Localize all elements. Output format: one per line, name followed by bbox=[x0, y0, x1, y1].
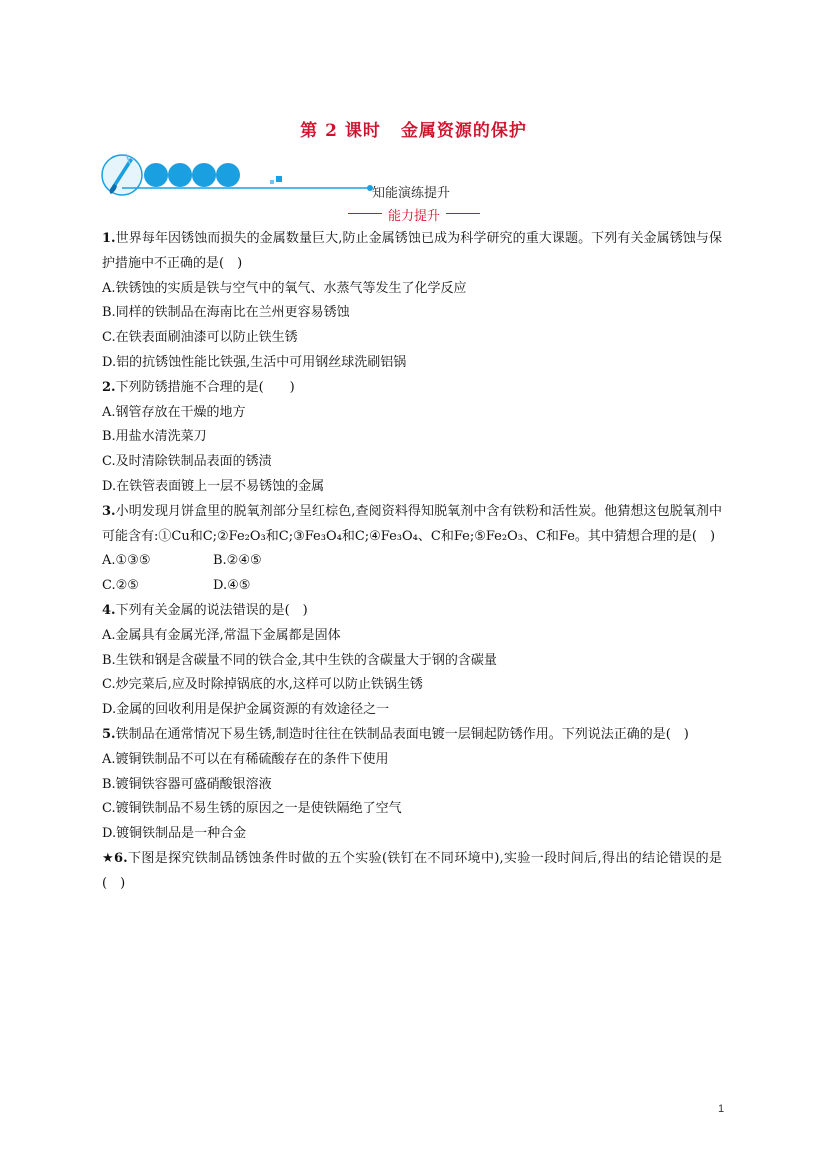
question-2 bbox=[102, 376, 722, 401]
option-b: B.用盐水清洗菜刀 bbox=[102, 429, 207, 445]
options-row-1 bbox=[102, 549, 722, 574]
option-b: B.生铁和钢是含碳量不同的铁合金,其中生铁的含碳量大于钢的含碳量 bbox=[102, 652, 497, 668]
question-stem: 下列防锈措施不合理的是( ) bbox=[115, 379, 295, 395]
subsection-label bbox=[348, 205, 480, 224]
question-6 bbox=[102, 847, 722, 897]
option-d: D.镀铜铁制品是一种合金 bbox=[102, 826, 247, 842]
question-number: 6. bbox=[114, 850, 128, 866]
option-c: C.及时清除铁制品表面的锈渍 bbox=[102, 454, 272, 470]
option-a: A.钢管存放在干燥的地方 bbox=[102, 404, 246, 420]
page-number: 1 bbox=[718, 1103, 725, 1115]
question-stem: 下列有关金属的说法错误的是( ) bbox=[115, 602, 308, 618]
question-number: 5. bbox=[102, 726, 116, 742]
section-label: 知能演练提升 bbox=[372, 186, 451, 201]
option-b: B.镀铜铁容器可盛硝酸银溶液 bbox=[102, 776, 272, 792]
question-stem: 世界每年因锈蚀而损失的金属数量巨大,防止金属锈蚀已成为科学研究的重大课题。下列有关金属锈蚀与保护措施中不正确的是( ) bbox=[102, 231, 722, 271]
option-c: C.②⑤ bbox=[102, 578, 139, 594]
question-number: 4. bbox=[102, 602, 116, 618]
subsection-line-left bbox=[348, 213, 382, 214]
option-d: D.铝的抗锈蚀性能比铁强,生活中可用钢丝球洗刷铝锅 bbox=[102, 354, 407, 370]
section-banner bbox=[100, 150, 480, 210]
question-number: 3. bbox=[102, 503, 116, 519]
question-4 bbox=[102, 599, 722, 624]
question-stem: 铁制品在通常情况下易生锈,制造时往往在铁制品表面电镀一层铜起防锈作用。下列说法正确的是( ) bbox=[115, 726, 689, 742]
option-d: D.④⑤ bbox=[213, 578, 251, 594]
option-b: B.②④⑤ bbox=[213, 553, 262, 569]
option-d: D.在铁管表面镀上一层不易锈蚀的金属 bbox=[102, 478, 325, 494]
lesson-topic: 金属资源的保护 bbox=[400, 121, 527, 141]
subsection-line-right bbox=[446, 213, 480, 214]
subsection-label-text: 能力提升 bbox=[387, 209, 440, 224]
lesson-number: 第 2 课时 bbox=[300, 121, 381, 141]
question-number: 1. bbox=[102, 231, 116, 246]
option-a: A.铁锈蚀的实质是铁与空气中的氧气、水蒸气等发生了化学反应 bbox=[102, 280, 467, 296]
option-a: A.镀铜铁制品不可以在有稀硫酸存在的条件下使用 bbox=[102, 751, 389, 767]
question-stem: 小明发现月饼盒里的脱氧剂部分呈红棕色,查阅资料得知脱氧剂中含有铁粉和活性炭。他猜想这包脱氧剂中可能含有:①Cu和C;②Fe₂O₃和C;③Fe₃O₄和C;④Fe₃O₄、C和Fe;⑤Fe₂O₃、C和Fe。其中猜想合理的是( ) bbox=[102, 503, 722, 544]
question-3 bbox=[102, 500, 722, 550]
question-number: 2. bbox=[102, 379, 116, 395]
question-5 bbox=[102, 723, 722, 748]
star-icon: ★ bbox=[102, 850, 115, 866]
option-c: C.炒完菜后,应及时除掉锅底的水,这样可以防止铁锅生锈 bbox=[102, 677, 423, 693]
option-d: D.金属的回收利用是保护金属资源的有效途径之一 bbox=[102, 702, 390, 718]
options-row-2 bbox=[102, 574, 722, 599]
question-1 bbox=[102, 227, 722, 277]
option-a: A.金属具有金属光泽,常温下金属都是固体 bbox=[102, 627, 341, 643]
option-c: C.在铁表面刷油漆可以防止铁生锈 bbox=[102, 330, 298, 346]
option-a: A.①③⑤ bbox=[102, 553, 151, 569]
question-list bbox=[102, 227, 722, 897]
option-b: B.同样的铁制品在海南比在兰州更容易锈蚀 bbox=[102, 305, 350, 321]
page-title bbox=[0, 116, 827, 141]
question-stem: 下图是探究铁制品锈蚀条件时做的五个实验(铁钉在不同环境中),实验一段时间后,得出的结论错误的是( ) bbox=[102, 850, 722, 891]
brush-icon bbox=[102, 154, 142, 195]
option-c: C.镀铜铁制品不易生锈的原因之一是使铁隔绝了空气 bbox=[102, 801, 402, 817]
